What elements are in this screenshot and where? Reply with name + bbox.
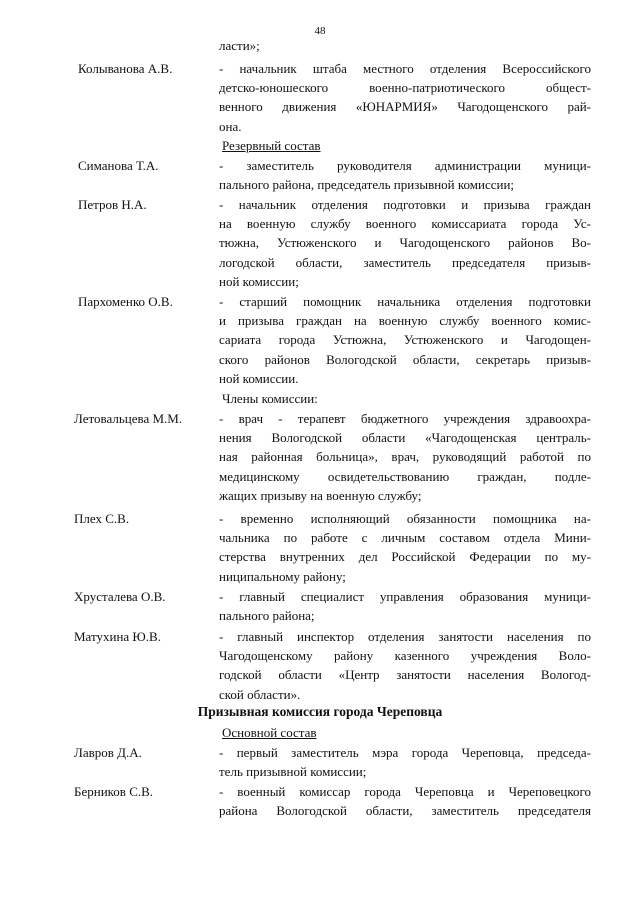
member-name: Хрусталева О.В. <box>74 589 166 604</box>
text-line: - старший помощник начальника отделения подготовки <box>219 294 591 309</box>
text-line: жащих призыву на военную службу; <box>219 487 422 503</box>
text-line: - первый заместитель мэра города Череповца, председа- <box>219 745 591 760</box>
text-line: нения Вологодской области «Чагодощенская централь- <box>219 430 591 446</box>
text-line: сариата города Устюжна, Устюженского и Чагодощен- <box>219 332 591 348</box>
subheading-members: Члены комиссии: <box>222 391 318 406</box>
member-name: Лавров Д.А. <box>74 745 142 760</box>
member-name: Берников С.В. <box>74 784 154 799</box>
subheading-main: Основной состав <box>222 725 317 740</box>
text-line: тель призывной комиссии; <box>219 764 367 780</box>
text-line: - заместитель руководителя администрации муници- <box>219 158 591 173</box>
continuation-text <box>219 36 591 55</box>
text-line: - временно исполняющий обязанности помощника на- <box>219 511 591 526</box>
text-line: она. <box>219 118 242 134</box>
member-description <box>219 509 591 586</box>
member-name: Пархоменко О.В. <box>78 294 173 309</box>
member-description <box>219 409 591 505</box>
member-name: Матухина Ю.В. <box>74 629 161 644</box>
member-name: Симанова Т.А. <box>78 158 159 173</box>
member-description <box>219 292 591 388</box>
member-name: Плех С.В. <box>74 511 130 526</box>
text-line: Чагодощенскому району казенного учреждения Воло- <box>219 648 591 664</box>
text-line: годской области «Центр занятости населения Вологод- <box>219 667 591 683</box>
text-line: ной комиссии. <box>219 370 299 386</box>
text-line: ского районов Вологодской области, секретарь призыв- <box>219 351 591 367</box>
member-name: Петров Н.А. <box>78 197 147 212</box>
text-line: медицинскому освидетельствованию граждан, подле- <box>219 468 591 484</box>
text-line: - врач - терапевт бюджетного учреждения здравоохра- <box>219 411 591 426</box>
section-title: Призывная комиссия города Череповца <box>197 704 443 719</box>
subheading-reserve: Резервный состав <box>222 138 321 153</box>
text-line: стерства внутренних дел Российской Федерации по му- <box>219 549 591 565</box>
member-description <box>219 627 591 704</box>
text-line: тюжна, Устюженского и Чагодощенского районов Во- <box>219 235 591 251</box>
text-line: ная районная больница», врач, руководящий работой по <box>219 449 591 465</box>
text-line: - главный инспектор отделения занятости населения по <box>219 629 591 644</box>
member-description <box>219 743 591 781</box>
text-line: на военную службу военного комиссариата города Ус- <box>219 216 591 232</box>
text-line: - военный комиссар города Череповца и Череповецкого <box>219 784 591 799</box>
text-line: - начальник штаба местного отделения Всероссийского <box>219 61 591 76</box>
text-line: пального района, председатель призывной комиссии; <box>219 177 515 193</box>
text-line: ласти»; <box>219 38 260 53</box>
text-line: района Вологодской области, заместитель председателя <box>219 803 591 819</box>
member-description <box>219 782 591 820</box>
text-line: и призыва граждан на военную службу военного комис- <box>219 313 591 329</box>
member-name: Летовальцева М.М. <box>74 411 183 426</box>
text-line: ской области». <box>219 686 301 702</box>
text-line: ниципальному району; <box>219 568 346 584</box>
member-description <box>219 587 591 625</box>
member-description <box>219 156 591 194</box>
member-description <box>219 195 591 291</box>
text-line: ной комиссии; <box>219 273 299 289</box>
text-line: пального района; <box>219 608 315 624</box>
member-description <box>219 59 591 136</box>
text-line: логодской области, заместитель председателя призыв- <box>219 254 591 270</box>
text-line: венного движения «ЮНАРМИЯ» Чагодощенского рай- <box>219 99 591 115</box>
member-name: Колыванова А.В. <box>78 61 173 76</box>
text-line: детско-юношеского военно-патриотического общест- <box>219 80 591 96</box>
text-line: - начальник отделения подготовки и призыва граждан <box>219 197 591 212</box>
text-line: - главный специалист управления образования муници- <box>219 589 591 604</box>
text-line: чальника по работе с личным составом отдела Мини- <box>219 530 591 546</box>
page-number: 48 <box>314 25 326 37</box>
